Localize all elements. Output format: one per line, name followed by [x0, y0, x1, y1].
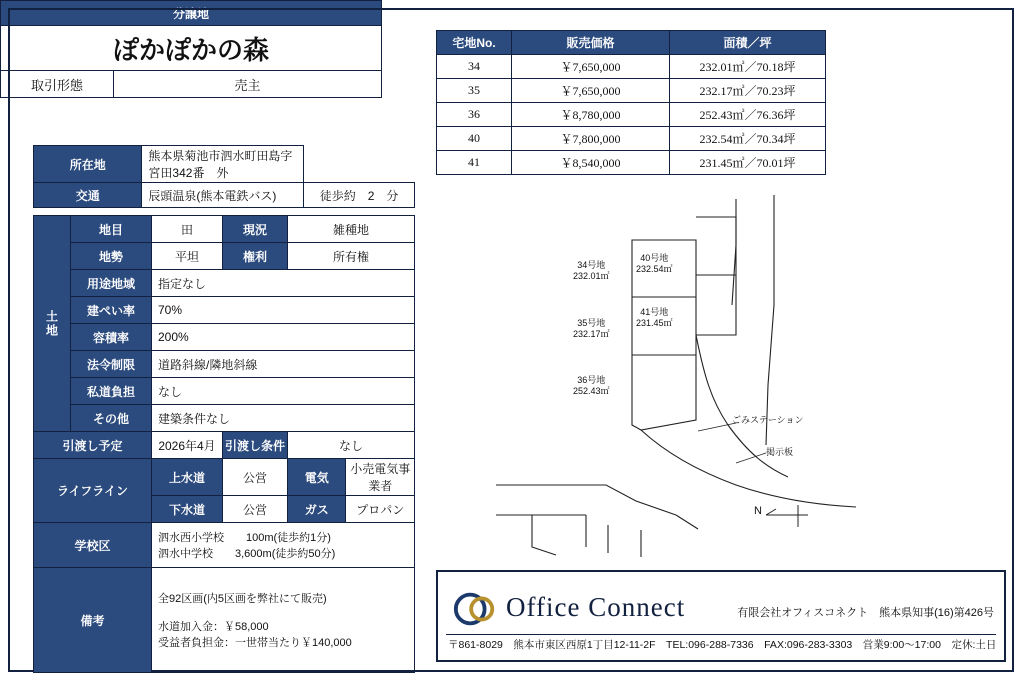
handover-value: 2026年4月 — [152, 432, 223, 459]
kenpei-label: 建ぺい率 — [71, 297, 152, 324]
property-detail-table — [33, 215, 415, 673]
remarks-line-1: 全92区画(内5区画を弊社にて販売) — [158, 593, 327, 605]
lot-price: ￥7,800,000 — [512, 127, 670, 151]
lots-header-price: 販売価格 — [512, 31, 670, 55]
access-value: 辰頭温泉(熊本電鉄バス) — [142, 183, 304, 208]
chisei-label: 地勢 — [71, 243, 152, 270]
lot-area: 232.01㎡／70.18坪 — [670, 55, 826, 79]
access-label: 交通 — [34, 183, 142, 208]
lot-area: 232.54㎡／70.34坪 — [670, 127, 826, 151]
chisei-value: 平坦 — [152, 243, 223, 270]
gas-value: プロパン — [356, 502, 405, 517]
table-row — [437, 79, 826, 103]
office-connect-logo-icon — [452, 586, 498, 632]
lot-price: ￥7,650,000 — [512, 79, 670, 103]
handover-cond-label: 引渡し条件 — [223, 432, 288, 459]
kenri-value: 所有権 — [288, 243, 415, 270]
map-label-compass-n: N — [754, 505, 762, 517]
lot-area: 232.17㎡／70.23坪 — [670, 79, 826, 103]
compass-icon — [766, 505, 808, 527]
chimoku-label: 地目 — [71, 216, 152, 243]
lot-no: 36 — [437, 103, 512, 127]
youto-value: 指定なし — [152, 270, 415, 297]
sonota-value: 建築条件なし — [152, 405, 415, 432]
location-label: 所在地 — [34, 146, 142, 183]
school-label: 学校区 — [34, 523, 152, 568]
remarks-line-2: 水道加入金：￥58,000 — [158, 621, 269, 633]
sonota-label: その他 — [71, 405, 152, 432]
map-label-gomi-station: ごみステーション — [732, 415, 804, 425]
company-legal-name: 有限会社オフィスコネクト 熊本県知事(16)第426号 — [737, 607, 994, 619]
map-label-lot35: 35号地 232.17㎡ — [573, 318, 610, 340]
map-label-bulletin-board: 掲示板 — [766, 447, 794, 457]
lot-no: 35 — [437, 79, 512, 103]
table-row — [437, 55, 826, 79]
site-map-drawing — [436, 185, 1006, 560]
lot-price: ￥8,780,000 — [512, 103, 670, 127]
school-line-2: 泗水中学校 3,600m(徒歩約50分) — [158, 548, 336, 560]
youto-label: 用途地域 — [71, 270, 152, 297]
company-address-line: 〒861-8029 熊本市東区西原1丁目12-11-2F TEL:096-288-7336 FAX:096-283-3303 営業9:00～17:00 定休:土日 — [448, 639, 997, 651]
map-label-lot40: 40号地 232.54㎡ — [636, 253, 673, 275]
table-row — [437, 103, 826, 127]
remarks-label: 備考 — [34, 568, 152, 673]
lot-price: ￥7,650,000 — [512, 55, 670, 79]
remarks-line-3: 受益者負担金：一世帯当たり￥140,000 — [158, 637, 352, 649]
address-table — [33, 145, 415, 208]
lots-header-area: 面積／坪 — [670, 31, 826, 55]
deal-type-label: 取引形態 — [1, 71, 114, 98]
footer-company-block — [436, 570, 1006, 662]
site-map — [436, 185, 1006, 560]
shido-label: 私道負担 — [71, 378, 152, 405]
brand-name: Office Connect — [506, 592, 686, 622]
genkyo-value: 雑種地 — [288, 216, 415, 243]
handover-cond-value: なし — [288, 432, 415, 459]
lot-no: 41 — [437, 151, 512, 175]
school-value — [152, 523, 415, 568]
table-row — [437, 127, 826, 151]
shido-value: なし — [152, 378, 415, 405]
horei-label: 法令制限 — [71, 351, 152, 378]
map-label-lot41: 41号地 231.45㎡ — [636, 307, 673, 329]
electric-label: 電気 — [288, 459, 346, 495]
table-row — [437, 151, 826, 175]
lot-area: 231.45㎡／70.01坪 — [670, 151, 826, 175]
sewer-value: 公営 — [223, 496, 288, 523]
lifeline-label: ライフライン — [34, 459, 152, 523]
lot-area: 252.43㎡／76.36坪 — [670, 103, 826, 127]
kenpei-value: 70% — [152, 297, 415, 324]
lot-no: 34 — [437, 55, 512, 79]
water-value: 公営 — [223, 459, 288, 496]
access-walk-value: 徒歩約 2 分 — [304, 183, 415, 208]
lot-no: 40 — [437, 127, 512, 151]
lots-header-no: 宅地No. — [437, 31, 512, 55]
lot-price: ￥8,540,000 — [512, 151, 670, 175]
land-section-label: 土地 — [34, 216, 71, 432]
kenri-label: 権利 — [223, 243, 288, 270]
gas-cell — [288, 496, 415, 523]
gas-label: ガス — [288, 496, 346, 522]
school-line-1: 泗水西小学校 100m(徒歩約1分) — [158, 532, 331, 544]
horei-value: 道路斜線/隣地斜線 — [152, 351, 415, 378]
chimoku-value: 田 — [152, 216, 223, 243]
sewer-label: 下水道 — [152, 496, 223, 523]
electric-value: 小売電気事業者 — [350, 462, 411, 493]
footer-divider — [446, 634, 996, 635]
location-value: 熊本県菊池市泗水町田島字宮田342番 外 — [142, 146, 304, 183]
deal-type-value: 売主 — [114, 71, 382, 98]
map-label-lot36: 36号地 252.43㎡ — [573, 375, 610, 397]
handover-label: 引渡し予定 — [34, 432, 152, 459]
water-label: 上水道 — [152, 459, 223, 496]
lots-price-table — [436, 30, 826, 175]
remarks-value — [152, 568, 415, 673]
yoseki-label: 容積率 — [71, 324, 152, 351]
electric-cell — [288, 459, 415, 496]
title-table-header: 分譲地 — [1, 1, 382, 26]
property-name: ぽかぽかの森 — [1, 26, 382, 71]
map-label-lot34: 34号地 232.01㎡ — [573, 260, 610, 282]
yoseki-value: 200% — [152, 324, 415, 351]
genkyo-label: 現況 — [223, 216, 288, 243]
